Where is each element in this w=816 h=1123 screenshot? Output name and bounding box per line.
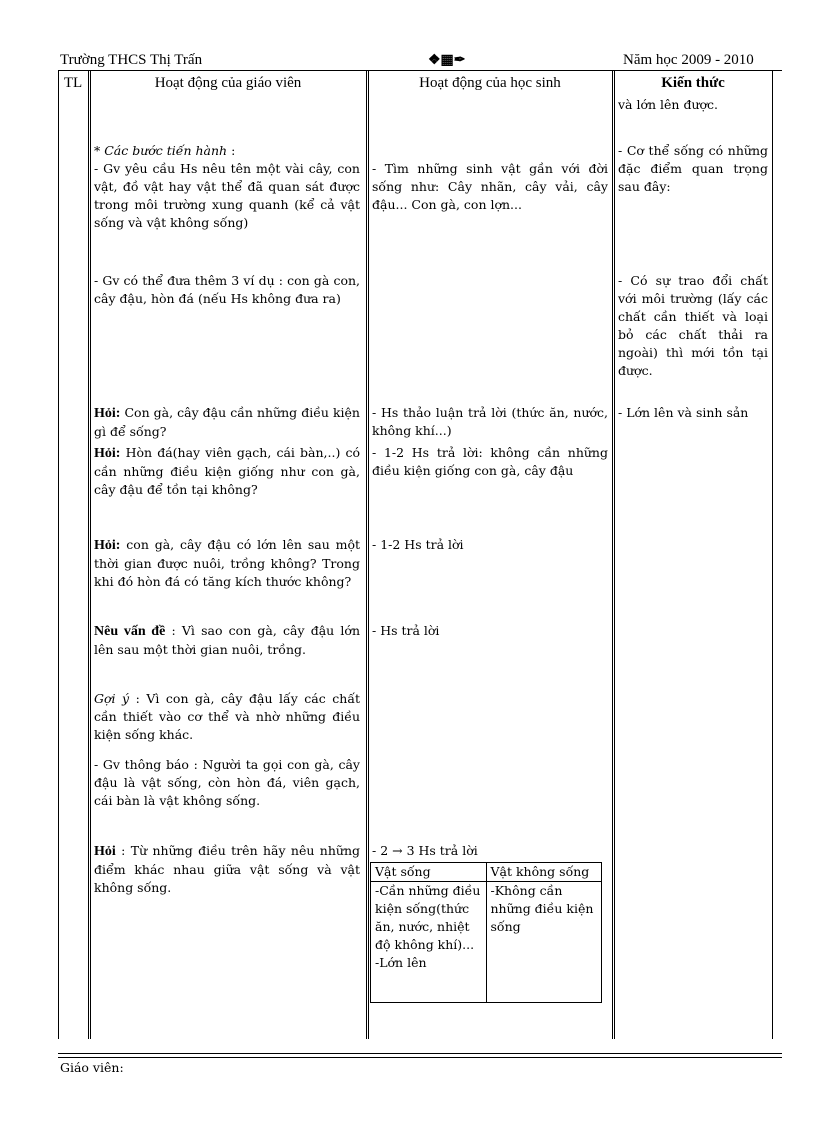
ornament-icon: ❖▦✒: [428, 53, 466, 68]
student-answer-2: - Hs thảo luận trả lời (thức ăn, nước, không khí...): [372, 405, 608, 438]
teacher-info: - Gv thông báo : Người ta gọi con gà, cây đậu là vật sống, còn hòn đá, viên gạch, cái bàn là vật không sống.: [94, 757, 360, 808]
footer-rule: [58, 1053, 782, 1054]
teacher-step-2: - Gv có thể đưa thêm 3 ví dụ : con gà con, cây đậu, hòn đá (nếu Hs không đưa ra): [94, 273, 360, 306]
teacher-question-1: Hỏi: Con gà, cây đậu cần những điều kiện gì để sống?: [94, 405, 360, 439]
student-answer-6: - 2 → 3 Hs trả lời: [372, 843, 478, 858]
teacher-question-4: Hỏi : Từ những điều trên hãy nêu những điểm khác nhau giữa vật sống và vật không sống.: [94, 843, 360, 895]
school-year: Năm học 2009 - 2010: [623, 52, 754, 68]
comparison-cell-living: -Cần những điều kiện sống(thức ăn, nước, nhiệt độ không khí)... -Lớn lên: [371, 882, 487, 1003]
student-answer-1: - Tìm những sinh vật gần với đời sống như: Cây nhãn, cây vải, cây đậu... Con gà, con lợn...: [372, 161, 608, 212]
column-header-knowledge: Kiến thức: [661, 75, 725, 91]
teacher-question-3: Hỏi: con gà, cây đậu có lớn lên sau một thời gian được nuôi, trồng không? Trong khi đó hòn đá có tăng kích thước không?: [94, 537, 360, 589]
column-divider-2: [366, 71, 369, 1039]
knowledge-text-1: và lớn lên được.: [618, 97, 719, 112]
comparison-header-living: Vật sống: [371, 863, 487, 882]
comparison-table: [370, 862, 602, 1003]
footer-teacher-label: Giáo viên:: [60, 1060, 124, 1075]
column-header-teacher: Hoạt động của giáo viên: [154, 75, 302, 91]
comparison-cell-nonliving: -Không cần những điều kiện sống: [486, 882, 602, 1003]
knowledge-text-2: - Cơ thể sống có những đặc điểm quan trọng sau đây:: [618, 143, 768, 194]
column-header-student: Hoạt động của học sinh: [419, 75, 561, 91]
teacher-steps-title: * Các bước tiến hành :: [94, 143, 236, 158]
student-answer-3: - 1-2 Hs trả lời: không cần những điều kiện giống con gà, cây đậu: [372, 445, 608, 478]
teacher-step-1: - Gv yêu cầu Hs nêu tên một vài cây, con vật, đồ vật hay vật thể đã quan sát được trong môi trường xung quanh (kể cả vật sống và vật không sống): [94, 161, 360, 230]
student-answer-5: - Hs trả lời: [372, 623, 440, 638]
column-header-tl: TL: [63, 75, 83, 91]
table-border-right: [772, 71, 773, 1039]
teacher-question-2: Hỏi: Hòn đá(hay viên gạch, cái bàn,..) có cần những điều kiện giống như con gà, cây đậu để tồn tại không?: [94, 445, 360, 497]
footer-rule-double: [58, 1057, 782, 1058]
knowledge-text-4: - Lớn lên và sinh sản: [618, 405, 749, 420]
teacher-hint: Gợi ý : Vì con gà, cây đậu lấy các chất cần thiết vào cơ thể và nhờ những điều kiện sống khác.: [94, 691, 361, 742]
student-answer-4: - 1-2 Hs trả lời: [372, 537, 464, 552]
table-border-left: [58, 71, 59, 1039]
header-rule: [58, 70, 782, 71]
column-divider-3: [612, 71, 615, 1039]
column-divider-1: [88, 71, 91, 1039]
comparison-header-nonliving: Vật không sống: [486, 863, 602, 882]
school-name: Trường THCS Thị Trấn: [60, 52, 203, 68]
teacher-problem: Nêu vấn đề : Vì sao con gà, cây đậu lớn lên sau một thời gian nuôi, trồng.: [94, 623, 360, 657]
knowledge-text-3: - Có sự trao đổi chất với môi trường (lấy các chất cần thiết và loại bỏ các chất thải ra ngoài) thì mới tồn tại được.: [618, 273, 768, 378]
